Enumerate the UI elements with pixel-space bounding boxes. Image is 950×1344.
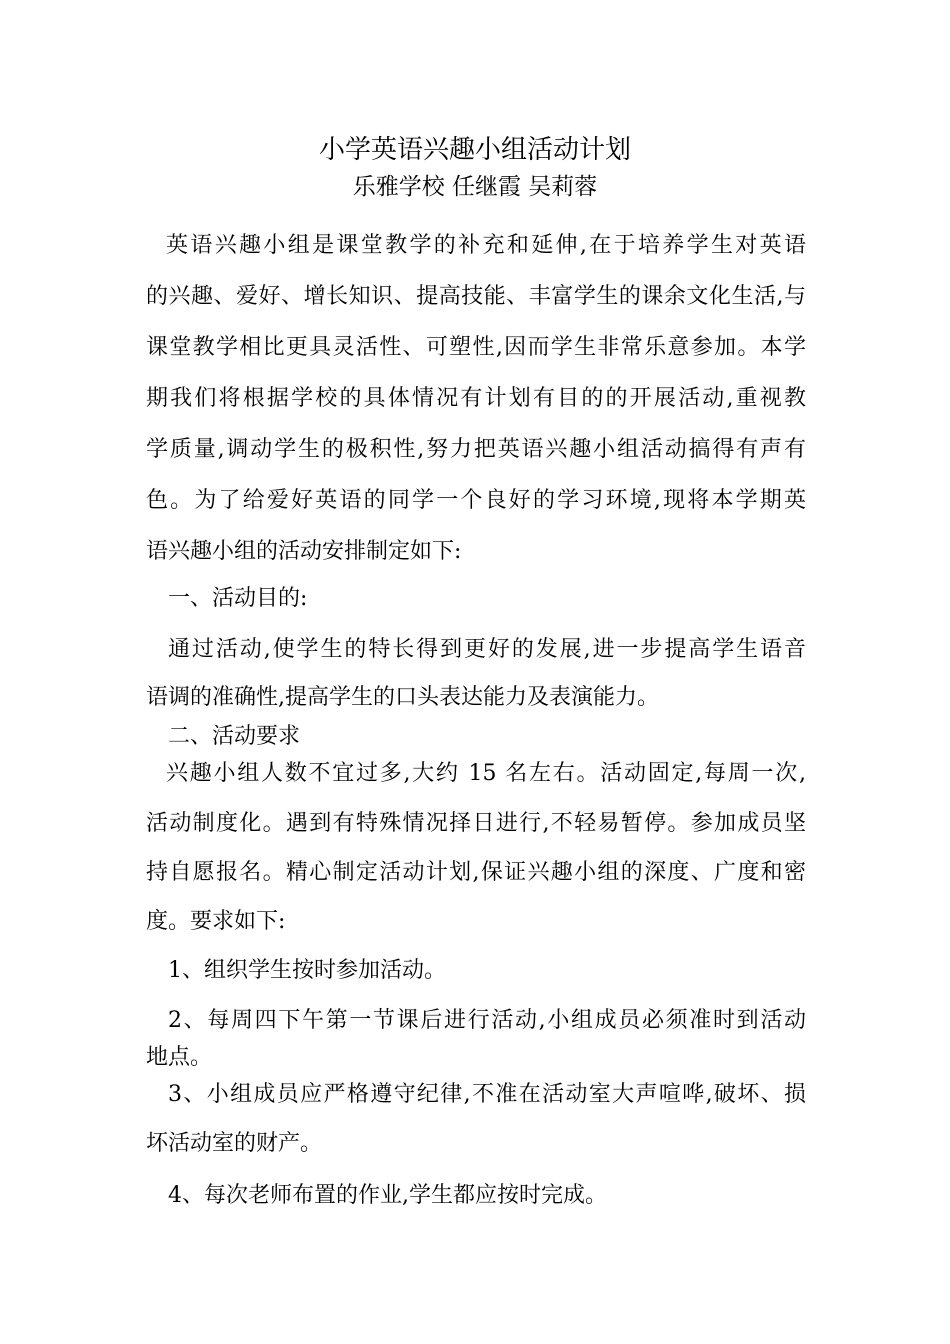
section-heading: 二、活动要求 [168, 724, 301, 749]
intro-line: 期我们将根据学校的具体情况有计划有目的的开展活动,重视教 [146, 386, 806, 411]
section-line: 度。要求如下: [146, 909, 286, 934]
intro-line: 学质量,调动学生的极积性,努力把英语兴趣小组活动搞得有声有 [146, 437, 806, 462]
requirement-item-cont: 坏活动室的财产。 [146, 1131, 323, 1156]
section-heading: 一、活动目的: [168, 586, 308, 611]
section-line: 持自愿报名。精心制定活动计划,保证兴趣小组的深度、广度和密 [146, 860, 806, 885]
requirement-item: 4、每次老师布置的作业,学生都应按时完成。 [168, 1183, 607, 1208]
intro-line: 的兴趣、爱好、增长知识、提高技能、丰富学生的课余文化生活,与 [146, 284, 806, 309]
section-line: 通过活动,使学生的特长得到更好的发展,进一步提高学生语音 [168, 637, 806, 662]
section-line: 兴趣小组人数不宜过多,大约 15 名左右。活动固定,每周一次, [166, 761, 806, 786]
requirement-item: 3、小组成员应严格遵守纪律,不准在活动室大声喧哗,破坏、损 [168, 1082, 806, 1107]
intro-line: 课堂教学相比更具灵活性、可塑性,因而学生非常乐意参加。本学 [146, 335, 806, 360]
section-line: 语调的准确性,提高学生的口头表达能力及表演能力。 [146, 685, 659, 710]
section-line: 活动制度化。遇到有特殊情况择日进行,不轻易暂停。参加成员坚 [146, 811, 806, 836]
intro-line: 语兴趣小组的活动安排制定如下: [146, 539, 462, 564]
requirement-item: 1、组织学生按时参加活动。 [168, 958, 446, 983]
document-title: 小学英语兴趣小组活动计划 [318, 135, 631, 165]
requirement-item: 2、每周四下午第一节课后进行活动,小组成员必须准时到活动 [168, 1008, 806, 1033]
requirement-item-cont: 地点。 [146, 1045, 213, 1070]
intro-line: 色。为了给爱好英语的同学一个良好的学习环境,现将本学期英 [146, 488, 806, 513]
document-authors: 乐雅学校 任继霞 吴莉蓉 [352, 174, 598, 200]
intro-line: 英语兴趣小组是课堂教学的补充和延伸,在于培养学生对英语 [166, 233, 806, 258]
